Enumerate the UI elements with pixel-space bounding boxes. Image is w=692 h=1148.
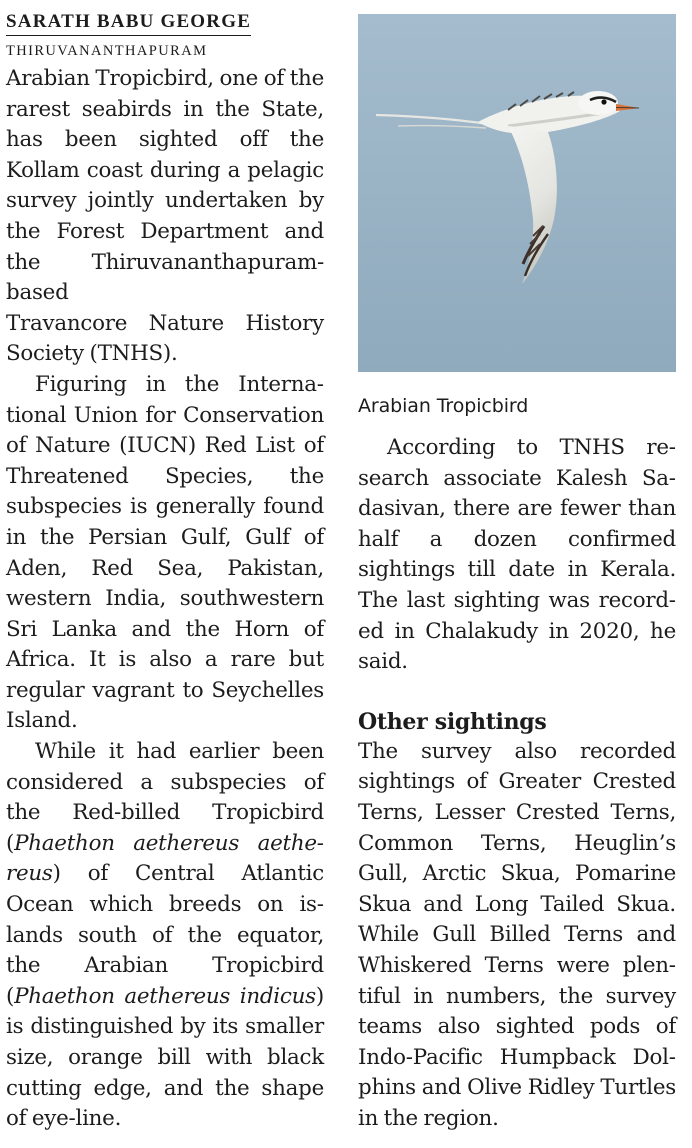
- subheading-other-sightings: Other sightings: [358, 708, 547, 735]
- paragraph-subspecies: [6, 737, 324, 1135]
- paragraph-other-sightings: The survey also recorded sightings of Greater Crested Terns, Lesser Crested Terns, Common Terns, Heuglin’s Gull, Arctic Skua, Pomarine Skua and Long Tailed Skua. While Gull Billed Terns and Whiskered Terns were plentiful in numbers, the survey teams also sighted pods of Indo-Pacific Humpback Dolphins and Olive Ridley Turtles in the region.: [358, 738, 676, 1131]
- byline: SARATH BABU GEORGE: [6, 10, 251, 36]
- article-body-left: [6, 64, 324, 1135]
- paragraph-subspecies-text-2: ) of Central Atlantic Ocean which breeds on islands south of the equator, the Arabian Tropicbird (: [6, 861, 324, 1009]
- photo-caption: Arabian Tropicbird: [358, 395, 529, 417]
- article-body-right: [358, 433, 676, 1134]
- dateline: THIRUVANANTHAPURAM: [6, 43, 208, 59]
- left-column: [6, 10, 324, 1135]
- paragraph-iucn: Figuring in the International Union for Conservation of Nature (IUCN) Red List of Threatened Species, the subspecies is generally found in the Persian Gulf, Gulf of Aden, Red Sea, Pakistan, western India, southwestern Sri Lanka and the Horn of Africa. It is also a rare but regular vagrant to Seychelles Island.: [6, 371, 324, 734]
- paragraph-subspecies-text-1: While it had earlier been considered a subspecies of the Red-billed Tropicbird (: [6, 739, 324, 856]
- scientific-name-aethereus: Phaethon aethereus aethereus: [6, 830, 324, 887]
- right-column: [358, 14, 676, 1134]
- paragraph-intro: Arabian Tropicbird, one of the rarest seabirds in the State, has been sighted off the Kollam coast during a pelagic survey jointly undertaken by the Forest Department and the Thiruvananthapuram-based: [6, 66, 324, 306]
- bird-photo: [358, 14, 676, 372]
- sky-background: [358, 14, 676, 372]
- paragraph-intro-cont: Travancore Nature History Society (TNHS).: [6, 310, 324, 367]
- paragraph-subspecies-text-3: ) is distinguished by its smaller size, orange bill with black cutting edge, and the shape of eye-line.: [6, 983, 324, 1132]
- scientific-name-indicus: Phaethon aethereus indicus: [14, 983, 316, 1009]
- paragraph-sightings-kerala: According to TNHS research associate Kalesh Sadasivan, there are fewer than half a dozen confirmed sightings till date in Kerala. The last sighting was recorded in Chalakudy in 2020, he said.: [358, 435, 676, 675]
